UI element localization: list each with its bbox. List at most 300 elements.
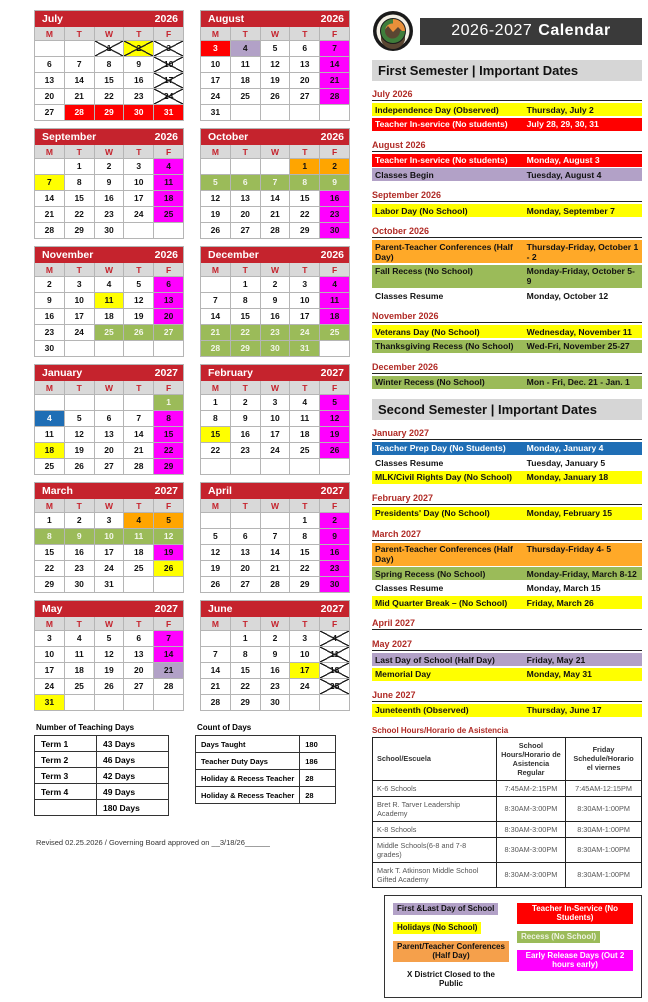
day-cell: 13	[231, 545, 260, 560]
weekday-label: T	[231, 27, 260, 40]
weekday-label: T	[231, 381, 260, 394]
day-cell: 15	[65, 191, 94, 206]
school-hours-table	[372, 737, 642, 888]
event-month-section	[372, 618, 642, 630]
day-cell: 23	[124, 89, 153, 104]
day-cell: 23	[95, 207, 124, 222]
month-year: 2026	[154, 131, 178, 143]
day-cell: 5	[261, 41, 290, 56]
month-header	[35, 129, 183, 145]
weekday-label: T	[124, 263, 153, 276]
day-cell: 22	[65, 207, 94, 222]
day-cell: 26	[320, 443, 349, 458]
weekday-label: M	[201, 381, 230, 394]
day-cell: 15	[35, 545, 64, 560]
weekday-label: M	[201, 617, 230, 630]
event-date: Friday, March 26	[526, 597, 594, 608]
revision-note: Revised 02.25.2026 / Governing Board approved on __3/18/26______	[36, 838, 270, 847]
day-cell: 12	[320, 411, 349, 426]
important-dates-column	[372, 10, 644, 998]
teaching-days-block	[34, 723, 169, 816]
day-cell: 30	[320, 577, 349, 592]
day-cell: 29	[154, 459, 183, 474]
school-hours-cell: 8:30AM-3:00PM	[496, 862, 565, 887]
teaching-days-row	[35, 768, 169, 784]
event-date: Thursday, July 2	[526, 104, 594, 115]
month-header	[201, 129, 349, 145]
school-hours-cell: K-6 Schools	[373, 780, 497, 796]
count-of-days-table	[195, 735, 336, 804]
event-date: Monday, May 31	[526, 669, 592, 679]
day-cell: 16	[231, 427, 260, 442]
event-label: Winter Recess (No School)	[375, 377, 485, 387]
weekday-label: T	[65, 263, 94, 276]
month-header	[35, 601, 183, 617]
weekday-label: T	[124, 27, 153, 40]
day-cell: 26	[261, 89, 290, 104]
day-cell: 21	[261, 207, 290, 222]
day-cell	[201, 277, 230, 292]
day-cell: 22	[290, 561, 319, 576]
event-label: Classes Resume	[375, 583, 444, 593]
event-label: Teacher In-service (No students)	[375, 155, 508, 165]
day-cell: 12	[65, 427, 94, 442]
day-cell: 14	[261, 545, 290, 560]
day-cell: 26	[201, 223, 230, 238]
day-cell: 3	[95, 513, 124, 528]
day-cell: 19	[201, 207, 230, 222]
count-of-days-block	[195, 723, 336, 816]
day-cell	[261, 513, 290, 528]
weekday-label: W	[261, 381, 290, 394]
month-calendar	[34, 364, 184, 475]
day-cell: 20	[290, 73, 319, 88]
day-cell: 24	[290, 679, 319, 694]
day-cell: 2	[95, 159, 124, 174]
school-hours-row	[373, 862, 642, 887]
weekday-label: T	[124, 617, 153, 630]
second-semester-sections	[372, 428, 642, 717]
legend-item: Holidays (No School)	[393, 922, 481, 934]
day-cell: 18	[320, 663, 349, 678]
event-month-section	[372, 311, 642, 353]
count-value: 186	[300, 753, 336, 770]
weekday-label: M	[201, 27, 230, 40]
month-year: 2026	[320, 249, 344, 261]
teaching-days-table	[34, 735, 169, 816]
day-cell	[261, 105, 290, 120]
day-cell: 8	[231, 647, 260, 662]
day-cell: 23	[35, 325, 64, 340]
day-cell: 2	[261, 277, 290, 292]
event-month-section	[372, 190, 642, 217]
event-date: Thursday-Friday 4- 5	[526, 544, 612, 554]
day-cell: 14	[124, 427, 153, 442]
day-cell: 28	[201, 341, 230, 356]
day-cell	[95, 395, 124, 410]
event-row	[372, 653, 642, 666]
school-hours-cell: 8:30AM-1:00PM	[566, 796, 642, 821]
event-row	[372, 154, 642, 167]
term-days: 180 Days	[97, 800, 169, 816]
day-cell: 31	[95, 577, 124, 592]
day-cell: 18	[231, 73, 260, 88]
weekday-label: M	[35, 499, 64, 512]
day-cell: 2	[320, 159, 349, 174]
month-calendar	[34, 600, 184, 711]
event-month-title: February 2027	[372, 493, 642, 505]
day-cell: 16	[65, 545, 94, 560]
event-label: Last Day of School (Half Day)	[375, 654, 495, 665]
event-month-title: September 2026	[372, 190, 642, 202]
day-cell: 7	[261, 529, 290, 544]
day-cell: 6	[231, 175, 260, 190]
month-calendar	[200, 128, 350, 239]
school-hours-cell: 8:30AM-1:00PM	[566, 837, 642, 862]
day-cell	[290, 105, 319, 120]
day-cell	[65, 41, 94, 56]
day-cell: 1	[290, 513, 319, 528]
day-cell: 15	[290, 545, 319, 560]
day-cell: 18	[35, 443, 64, 458]
weekday-label: F	[320, 381, 349, 394]
day-cell: 21	[201, 679, 230, 694]
first-semester-header: First Semester | Important Dates	[372, 60, 642, 81]
day-cell: 20	[231, 561, 260, 576]
event-row	[372, 567, 642, 580]
day-cell: 20	[231, 207, 260, 222]
day-cell: 16	[35, 309, 64, 324]
day-cell	[154, 695, 183, 710]
day-cell: 24	[201, 89, 230, 104]
day-cell: 27	[290, 89, 319, 104]
day-cell: 9	[95, 175, 124, 190]
weekday-label: T	[290, 27, 319, 40]
teaching-days-row	[35, 736, 169, 752]
day-cell: 21	[320, 73, 349, 88]
day-cell: 25	[320, 325, 349, 340]
event-row	[372, 204, 642, 217]
day-cell	[320, 459, 349, 474]
day-cell	[231, 513, 260, 528]
day-cell: 17	[290, 309, 319, 324]
legend-item: Teacher In-Service (No Students)	[517, 903, 633, 924]
weekday-label: F	[154, 263, 183, 276]
day-cell: 21	[261, 561, 290, 576]
event-row	[372, 456, 642, 469]
month-year: 2027	[154, 485, 178, 497]
day-cell: 5	[201, 529, 230, 544]
event-row	[372, 240, 642, 263]
weekday-label: W	[261, 499, 290, 512]
day-cell: 3	[154, 41, 183, 56]
weekday-label: W	[95, 27, 124, 40]
day-cell: 18	[95, 309, 124, 324]
day-cell: 2	[320, 513, 349, 528]
school-hours-cell: 7:45AM-2:15PM	[496, 780, 565, 796]
month-days-grid	[35, 263, 183, 356]
district-logo-icon	[372, 10, 414, 52]
event-row	[372, 340, 642, 353]
calendar-column	[34, 10, 360, 998]
day-cell	[35, 159, 64, 174]
weekday-label: M	[35, 27, 64, 40]
day-cell	[201, 631, 230, 646]
day-cell: 22	[290, 207, 319, 222]
weekday-label: W	[261, 617, 290, 630]
event-month-title: July 2026	[372, 89, 642, 101]
term-label	[35, 800, 97, 816]
day-cell: 14	[261, 191, 290, 206]
day-cell: 25	[154, 207, 183, 222]
day-cell: 15	[201, 427, 230, 442]
weekday-label: T	[290, 381, 319, 394]
legend-item: X District Closed to the Public	[406, 970, 495, 988]
day-cell: 4	[154, 159, 183, 174]
day-cell: 1	[154, 395, 183, 410]
month-year: 2026	[154, 13, 178, 25]
day-cell: 1	[201, 395, 230, 410]
day-cell	[261, 159, 290, 174]
day-cell: 31	[35, 695, 64, 710]
day-cell: 25	[231, 89, 260, 104]
day-cell: 23	[261, 325, 290, 340]
event-date: Monday-Friday, October 5-9	[526, 266, 635, 286]
day-cell: 12	[201, 545, 230, 560]
day-cell: 7	[35, 175, 64, 190]
school-hours-cell: 8:30AM-1:00PM	[566, 821, 642, 837]
event-row	[372, 704, 642, 717]
weekday-label: T	[231, 499, 260, 512]
day-cell: 5	[124, 277, 153, 292]
weekday-label: W	[261, 27, 290, 40]
event-label: Classes Begin	[375, 169, 434, 180]
day-cell	[261, 459, 290, 474]
day-cell: 24	[95, 561, 124, 576]
legend-right-column	[517, 903, 633, 990]
event-month-section	[372, 226, 642, 302]
day-cell: 24	[290, 325, 319, 340]
day-cell: 24	[35, 679, 64, 694]
day-cell: 4	[35, 411, 64, 426]
term-label: Term 3	[35, 768, 97, 784]
day-cell: 25	[290, 443, 319, 458]
month-days-grid	[201, 617, 349, 710]
day-cell: 10	[201, 57, 230, 72]
day-cell	[65, 341, 94, 356]
school-hours-cell: Middle Schools(6-8 and 7-8 grades)	[373, 837, 497, 862]
day-cell: 1	[65, 159, 94, 174]
day-cell: 20	[124, 663, 153, 678]
count-value: 28	[300, 770, 336, 787]
weekday-label: T	[290, 145, 319, 158]
day-cell	[320, 695, 349, 710]
day-cell: 16	[320, 191, 349, 206]
day-cell: 27	[154, 325, 183, 340]
day-cell: 30	[35, 341, 64, 356]
day-cell	[320, 105, 349, 120]
day-cell: 19	[154, 545, 183, 560]
term-days: 42 Days	[97, 768, 169, 784]
day-cell: 18	[124, 545, 153, 560]
event-row	[372, 103, 642, 116]
day-cell: 13	[231, 191, 260, 206]
month-name: October	[208, 131, 249, 143]
legend-item: Recess (No School)	[517, 931, 600, 943]
day-cell: 3	[290, 631, 319, 646]
day-cell: 7	[201, 647, 230, 662]
month-header	[35, 247, 183, 263]
school-hours-cell: 7:45AM-12:15PM	[566, 780, 642, 796]
day-cell: 11	[320, 647, 349, 662]
day-cell	[95, 695, 124, 710]
day-cell: 30	[261, 341, 290, 356]
day-cell: 8	[231, 293, 260, 308]
event-row	[372, 596, 642, 609]
day-cell: 18	[65, 663, 94, 678]
month-name: April	[208, 485, 232, 497]
day-cell	[35, 395, 64, 410]
day-cell	[290, 695, 319, 710]
event-label: Teacher Prep Day (No Students)	[375, 443, 506, 453]
day-cell: 25	[124, 561, 153, 576]
day-cell: 17	[95, 545, 124, 560]
weekday-label: T	[65, 145, 94, 158]
event-date: Wednesday, November 11	[526, 326, 632, 337]
day-cell: 1	[95, 41, 124, 56]
weekday-label: W	[261, 145, 290, 158]
count-label: Teacher Duty Days	[196, 753, 300, 770]
day-cell: 24	[124, 207, 153, 222]
month-header	[35, 483, 183, 499]
event-date: Wed-Fri, November 25-27	[526, 341, 630, 351]
event-month-section	[372, 428, 642, 484]
weekday-label: M	[35, 145, 64, 158]
day-cell: 29	[95, 105, 124, 120]
month-name: November	[42, 249, 94, 261]
day-cell: 14	[201, 309, 230, 324]
day-cell: 23	[231, 443, 260, 458]
day-cell: 9	[320, 529, 349, 544]
month-year: 2027	[320, 603, 344, 615]
day-cell: 8	[65, 175, 94, 190]
day-cell: 22	[154, 443, 183, 458]
school-hours-row	[373, 821, 642, 837]
day-cell: 18	[320, 309, 349, 324]
weekday-label: T	[124, 145, 153, 158]
month-name: August	[208, 13, 245, 25]
event-date: Monday, February 15	[526, 508, 612, 518]
day-cell: 13	[124, 647, 153, 662]
school-hours-cell: 8:30AM-1:00PM	[566, 862, 642, 887]
event-date: Monday, August 3	[526, 155, 600, 165]
month-header	[201, 247, 349, 263]
day-cell: 5	[95, 631, 124, 646]
month-days-grid	[35, 617, 183, 710]
day-cell: 19	[261, 73, 290, 88]
month-calendar	[200, 246, 350, 357]
weekday-label: T	[231, 145, 260, 158]
weekday-label: F	[320, 499, 349, 512]
weekday-label: T	[65, 381, 94, 394]
event-month-title: November 2026	[372, 311, 642, 323]
event-label: Classes Resume	[375, 290, 444, 301]
month-header	[35, 11, 183, 27]
day-cell: 4	[290, 395, 319, 410]
day-cell: 31	[154, 105, 183, 120]
day-cell: 29	[231, 341, 260, 356]
event-month-title: August 2026	[372, 140, 642, 152]
event-date: Thursday-Friday, October 1 - 2	[526, 241, 639, 262]
event-label: MLK/Civil Rights Day (No School)	[375, 472, 513, 482]
event-label: Classes Resume	[375, 457, 444, 468]
day-cell: 25	[35, 459, 64, 474]
day-cell: 11	[65, 647, 94, 662]
event-month-section	[372, 690, 642, 717]
term-days: 49 Days	[97, 784, 169, 800]
weekday-label: M	[201, 499, 230, 512]
day-cell: 21	[154, 663, 183, 678]
weekday-label: F	[154, 617, 183, 630]
weekday-label: M	[35, 617, 64, 630]
day-cell	[35, 41, 64, 56]
day-cell: 5	[154, 513, 183, 528]
day-cell: 26	[65, 459, 94, 474]
day-cell: 19	[320, 427, 349, 442]
event-row	[372, 507, 642, 520]
event-label: Fall Recess (No School)	[375, 266, 473, 276]
day-cell: 14	[65, 73, 94, 88]
day-cell: 27	[124, 679, 153, 694]
day-cell: 9	[65, 529, 94, 544]
event-date: Monday-Friday, March 8-12	[526, 568, 637, 579]
event-month-title: December 2026	[372, 362, 642, 374]
month-header	[201, 483, 349, 499]
day-cell: 27	[35, 105, 64, 120]
day-cell: 26	[124, 325, 153, 340]
day-cell: 2	[124, 41, 153, 56]
month-days-grid	[201, 499, 349, 592]
month-name: January	[42, 367, 83, 379]
month-days-grid	[35, 499, 183, 592]
month-name: March	[42, 485, 73, 497]
day-cell: 20	[154, 309, 183, 324]
day-cell: 28	[35, 223, 64, 238]
event-row	[372, 471, 642, 484]
weekday-label: W	[95, 145, 124, 158]
event-date: Monday, October 12	[526, 290, 609, 301]
day-cell: 21	[35, 207, 64, 222]
day-cell: 29	[290, 223, 319, 238]
weekday-label: M	[201, 263, 230, 276]
day-cell: 13	[290, 57, 319, 72]
weekday-label: M	[201, 145, 230, 158]
day-cell: 2	[261, 631, 290, 646]
legend-left-column	[393, 903, 509, 990]
day-cell: 8	[290, 529, 319, 544]
day-cell	[124, 341, 153, 356]
day-cell: 1	[35, 513, 64, 528]
event-row	[372, 118, 642, 131]
month-days-grid	[201, 263, 349, 356]
day-cell: 1	[231, 631, 260, 646]
day-cell: 22	[231, 679, 260, 694]
day-cell	[95, 341, 124, 356]
school-hours-cell: 8:30AM-3:00PM	[496, 796, 565, 821]
weekday-label: W	[95, 617, 124, 630]
school-hours-column-header: Friday Schedule/Horario el viernes	[566, 737, 642, 780]
day-cell: 1	[290, 159, 319, 174]
